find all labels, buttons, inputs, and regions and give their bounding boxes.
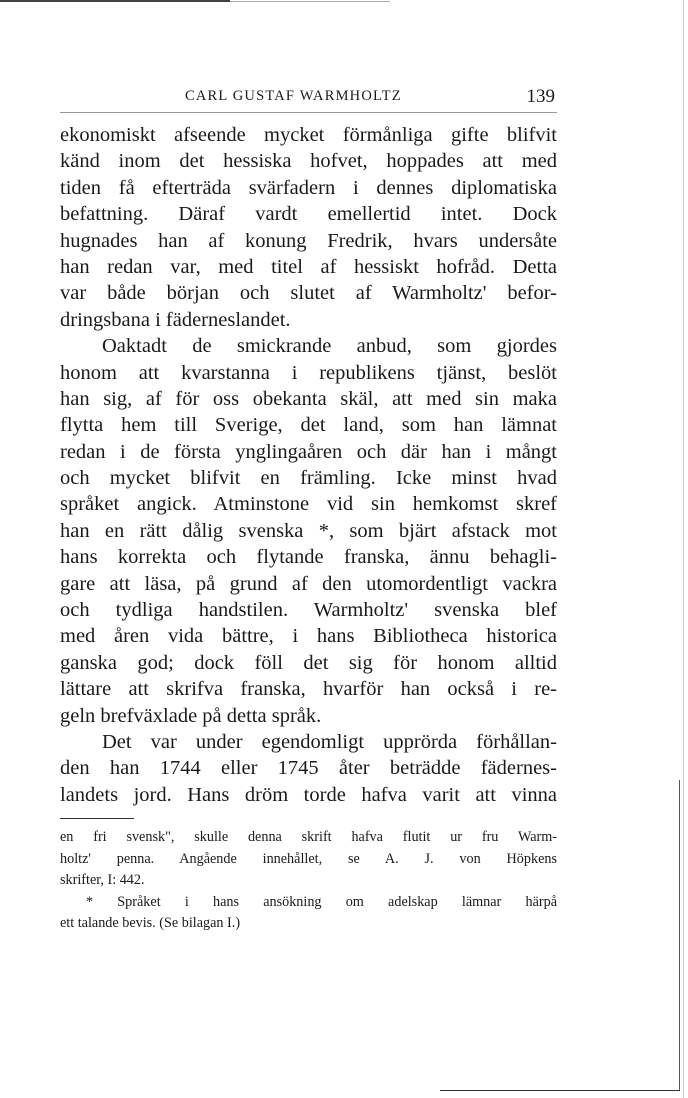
footnote-line: ett talande bevis. (Se bilagan I.) [60, 915, 241, 931]
text-line: geln brefväxlade på detta språk. [60, 704, 322, 727]
text-line: hans korrekta och flytande franska, ännu behagli- [60, 546, 557, 569]
text-line: befattning. Däraf vardt emellertid intet. Dock [60, 203, 557, 226]
text-line: Oaktadt de smickrande anbud, som gjordes [102, 335, 557, 358]
footnotes [60, 827, 557, 935]
text-line: den han 1744 eller 1745 åter beträdde fädernes- [60, 757, 557, 780]
scan-top-rule [0, 0, 230, 2]
scan-right-edge [683, 0, 684, 1098]
scan-corner-rule [440, 1090, 680, 1091]
scan-top-rule-faint [230, 1, 390, 2]
text-line: ganska god; dock föll det sig för honom alltid [60, 651, 557, 674]
text-line: ekonomiskt afseende mycket förmånliga gifte blifvit [60, 124, 557, 146]
running-title: CARL GUSTAF WARMHOLTZ [185, 88, 402, 104]
main-text [60, 122, 557, 808]
text-line: han redan var, med titel af hessiskt hofråd. Detta [60, 255, 557, 278]
text-line: med åren vida bättre, i hans Bibliotheca historica [60, 625, 557, 648]
text-line: lättare att skrifva franska, hvarför han också i re- [60, 678, 557, 701]
scan-corner-rule-vertical [679, 780, 680, 1091]
footnote-line: skrifter, I: 442. [60, 872, 145, 888]
text-line: landets jord. Hans dröm torde hafva varit att vinna [60, 783, 557, 806]
page-number: 139 [526, 86, 555, 107]
text-line: dringsbana i fäderneslandet. [60, 308, 291, 331]
text-line: hugnades han af konung Fredrik, hvars undersåte [60, 229, 557, 252]
text-line: var både början och slutet af Warmholtz' befor- [60, 282, 557, 305]
header-rule [60, 112, 557, 113]
text-line: Det var under egendomligt upprörda förhållan- [102, 730, 557, 753]
text-line: han en rätt dålig svenska *, som bjärt afstack mot [60, 519, 557, 542]
text-line: och mycket blifvit en främling. Icke minst hvad [60, 467, 557, 490]
footnote-line: holtz' penna. Angående innehållet, se A. J. von Höpkens [60, 850, 557, 867]
text-line: han sig, af för oss obekanta skäl, att med sin maka [60, 387, 557, 410]
running-head [60, 86, 557, 108]
text-line: honom att kvarstanna i republikens tjänst, beslöt [60, 361, 557, 384]
footnote-line: en fri svensk", skulle denna skrift hafva flutit ur fru Warm- [60, 829, 557, 845]
text-line: tiden få efterträda svärfadern i dennes diplomatiska [60, 176, 557, 199]
text-line: språket angick. Atminstone vid sin hemkomst skref [60, 493, 557, 516]
footnote-line: * Språket i hans ansökning om adelskap lämnar härpå [86, 893, 557, 910]
text-line: flytta hem till Sverige, det land, som han lämnat [60, 414, 557, 437]
footnote-rule [60, 818, 134, 819]
text-line: känd inom det hessiska hofvet, hoppades att med [60, 150, 557, 173]
text-line: redan i de första ynglingaåren och där han i mångt [60, 440, 557, 463]
text-line: gare att läsa, på grund af den utomordentligt vackra [60, 572, 557, 595]
text-line: och tydliga handstilen. Warmholtz' svenska blef [60, 599, 557, 622]
